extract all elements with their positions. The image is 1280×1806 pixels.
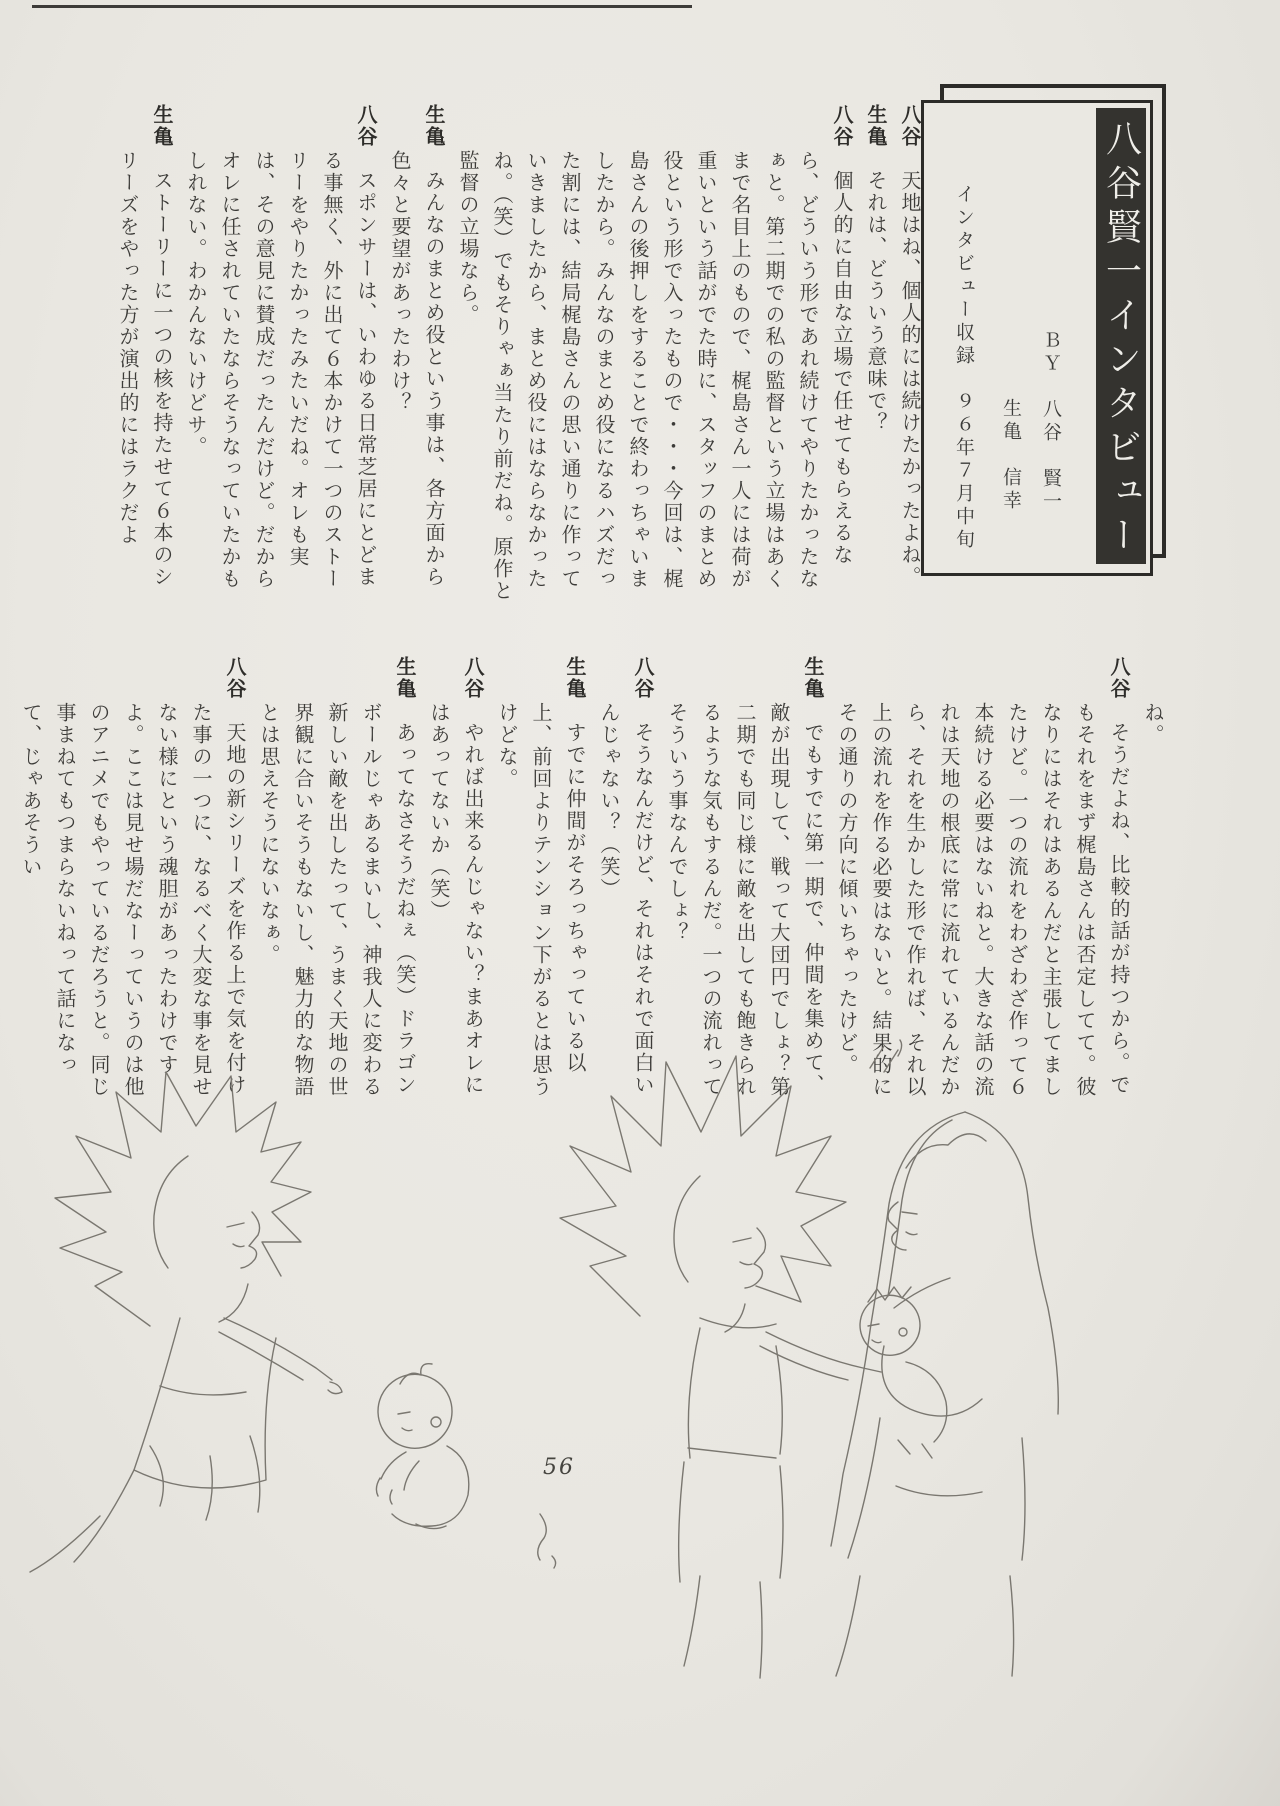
interview-paragraph: 八谷 天地はね、個人的には続けたかったよね。 (898, 104, 922, 588)
interview-paragraph: 生亀 あってなさそうだねぇ（笑）ドラゴンボールじゃあるまいし、神我人に変わる新しい敵を出したって、うまく天地の世界観に合いそうもないし、魅力的な物語とは思えそうにないなぁ。 (257, 656, 417, 1098)
interview-paragraph: 生亀 でもすでに第一期で、仲間を集めて、敵が出現して、戦って大団円でしょ？第二期でも同じ様に敵を出しても飽きられるような気もするんだ。一つの流れってそういう事なんでしょ？ (665, 656, 825, 1098)
interview-paragraph: 生亀 みんなのまとめ役という事は、各方面から色々と要望があったわけ？ (388, 104, 446, 588)
interview-paragraph: 八谷 スポンサーは、いわゆる日常芝居にとどまる事無く、外に出て６本かけて一つのストーリーをやりたかったみたいだね。オレも実は、その意見に賛成だったんだけど。だからオレに任されていたならそうなっていたかもしれない。わかんないけどサ。 (184, 104, 378, 590)
speaker-name: 八谷 (830, 104, 854, 148)
speaker-name: 八谷 (354, 104, 378, 148)
interview-paragraph: 八谷 そうだよね、比較的話が持つから。でもそれをまず梶島さんは否定してて。彼なりにはそれはあるんだと主張してましたけど。一つの流れをわざわざ作って６本続ける必要はないねと。大きな話の流れは天地の根底に常に流れているんだから、それを生かした形で作れば、それ以上の流れを作る必要はないと。結果的にその通りの方向に傾いちゃったけど。 (835, 656, 1131, 1098)
speaker-name: 生亀 (393, 656, 417, 700)
byline-interviewer: 生亀 信幸 (1000, 398, 1022, 513)
interview-title: 八谷賢一インタビュー (1100, 120, 1142, 560)
sketch-long-haired-woman (831, 1112, 1058, 1676)
speaker-name: 八谷 (631, 656, 655, 700)
byline-interviewee: ＢＹ 八谷 賢一 (1040, 330, 1062, 514)
speaker-name: 生亀 (150, 104, 174, 148)
speaker-name: 八谷 (223, 656, 247, 700)
sketch-left-woman (30, 1072, 342, 1572)
speaker-name: 生亀 (801, 656, 825, 700)
interview-paragraph: 生亀 すでに仲間がそろっちゃっている以上、前回よりテンション下がるとは思うけどな。 (495, 656, 587, 1098)
pencil-sketch-illustration (0, 1016, 1280, 1806)
interview-title-bar (1096, 108, 1149, 564)
interview-paragraph: ね。 (1141, 702, 1165, 746)
sketch-baby-crawling (376, 1364, 468, 1529)
recording-note: インタビュー収録 ９６年７月中旬 (953, 184, 975, 552)
interview-paragraph: 生亀 ストーリーに一つの核を持たせて６本のシリーズをやった方が演出的にはラクだよ (116, 104, 174, 588)
speaker-name: 八谷 (461, 656, 485, 700)
speaker-name: 生亀 (864, 104, 888, 148)
interview-text-block-1 (95, 104, 927, 606)
speaker-name: 八谷 (1107, 656, 1131, 700)
speaker-name: 八谷 (898, 104, 922, 148)
interview-paragraph: 生亀 それは、どういう意味で？ (864, 104, 888, 434)
sketch-scribble-center (538, 1514, 556, 1568)
scan-artifact-line (32, 5, 692, 8)
interview-paragraph: 八谷 天地の新シリーズを作る上で気を付けた事の一つに、なるべく大変な事を見せない様にという魂胆があったわけですよ。ここは見せ場だなーっていうのは他のアニメでもやっているだろうと。同じ事まねてもつまらないねって話になって、じゃあそうい (19, 656, 247, 1098)
speaker-name: 生亀 (422, 104, 446, 148)
interview-paragraph: 八谷 そうなんだけど、それはそれで面白いんじゃない？（笑） (597, 656, 655, 1096)
page-number: 56 (543, 1455, 575, 1480)
sketch-right-woman (560, 1040, 902, 1678)
interview-paragraph: 八谷 やれば出来るんじゃない？まあオレにはあってないか（笑） (427, 656, 485, 1096)
speaker-name: 生亀 (563, 656, 587, 700)
interview-paragraph: 八谷 個人的に自由な立場で任せてもらえるなら、どういう形であれ続けてやりたかったなぁと。第二期での私の監督という立場はあくまで名目上のもので、梶島さん一人には荷が重いという話がでた時に、スタッフのまとめ役という形で入ったもので・・・今回は、梶島さんの後押しをすることで終わっちゃいましたから。みんなのまとめ役になるハズだった割には、結局梶島さんの思い通りに作っていきましたから、まとめ役にはならなかったね。（笑）でもそりゃぁ当たり前だね。原作と監督の立場なら。 (456, 104, 854, 602)
